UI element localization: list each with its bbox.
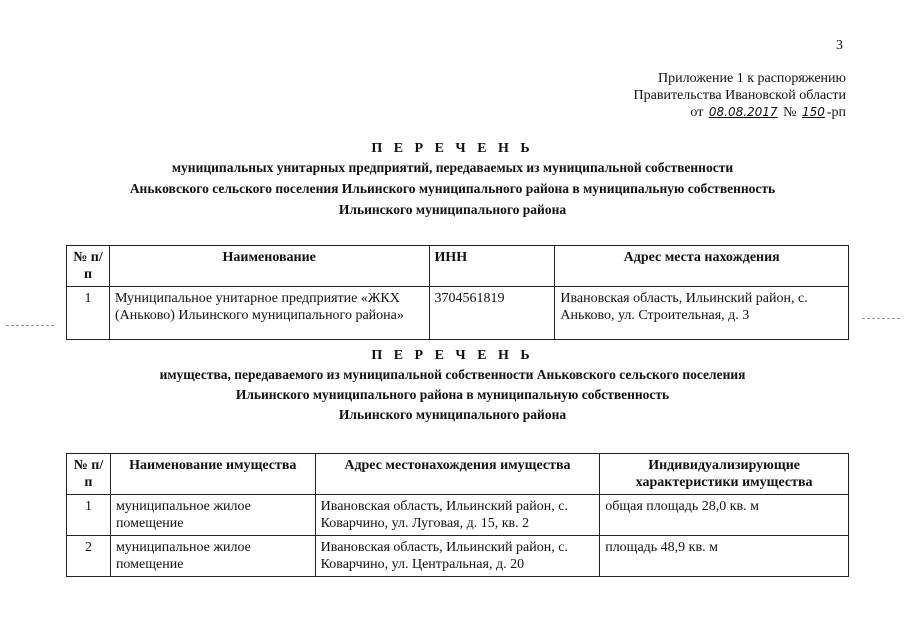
appendix-line-1: Приложение 1 к распоряжению bbox=[658, 71, 846, 86]
col-header-property-address: Адрес местонахождения имущества bbox=[315, 454, 600, 495]
table-header-row bbox=[67, 454, 849, 495]
list2-subtitle-line: имущества, передаваемого из муниципальной собственности Аньковского сельского поселения bbox=[159, 367, 746, 382]
col-header-address: Адрес места нахождения bbox=[555, 246, 849, 287]
cell-number: 1 bbox=[67, 287, 110, 340]
cell-characteristics: общая площадь 28,0 кв. м bbox=[600, 495, 849, 536]
cell-property-name: муниципальное жилое помещение bbox=[110, 536, 315, 577]
enterprises-table bbox=[66, 245, 849, 340]
list1-title: П Е Р Е Ч Е Н Ь bbox=[371, 141, 534, 156]
list1-subtitle-line: Ильинского муниципального района bbox=[338, 202, 567, 217]
appendix-date-line bbox=[560, 104, 846, 121]
col-header-property-name: Наименование имущества bbox=[110, 454, 315, 495]
col-header-inn: ИНН bbox=[429, 246, 555, 287]
appendix-suffix: -рп bbox=[826, 105, 846, 120]
list1-subtitle-line: Аньковского сельского поселения Ильинского муниципального района в муниципальную собственность bbox=[129, 181, 776, 196]
table-row bbox=[67, 495, 849, 536]
list1-subtitle bbox=[0, 157, 905, 220]
cell-property-address: Ивановская область, Ильинский район, с. Коварчино, ул. Луговая, д. 15, кв. 2 bbox=[315, 495, 600, 536]
cell-characteristics: площадь 48,9 кв. м bbox=[600, 536, 849, 577]
col-header-number: № п/п bbox=[67, 454, 111, 495]
appendix-date: 08.08.2017 bbox=[708, 105, 778, 119]
property-table bbox=[66, 453, 849, 577]
margin-mark-left bbox=[6, 325, 54, 326]
appendix-number-label: № bbox=[783, 105, 797, 120]
list2-subtitle-line: Ильинского муниципального района bbox=[338, 407, 567, 422]
table-header-row bbox=[67, 246, 849, 287]
cell-property-name: муниципальное жилое помещение bbox=[110, 495, 315, 536]
col-header-number: № п/п bbox=[67, 246, 110, 287]
table-row bbox=[67, 536, 849, 577]
list1-subtitle-line: муниципальных унитарных предприятий, передаваемых из муниципальной собственности bbox=[171, 160, 734, 175]
cell-name: Муниципальное унитарное предприятие «ЖКХ (Аньково) Ильинского муниципального района» bbox=[109, 287, 429, 340]
col-header-characteristics: Индивидуализирующие характеристики имущества bbox=[600, 454, 849, 495]
page-number: 3 bbox=[836, 38, 843, 53]
table-row bbox=[67, 287, 849, 340]
cell-address: Ивановская область, Ильинский район, с. Аньково, ул. Строительная, д. 3 bbox=[555, 287, 849, 340]
cell-property-address: Ивановская область, Ильинский район, с. Коварчино, ул. Центральная, д. 20 bbox=[315, 536, 600, 577]
cell-number: 1 bbox=[67, 495, 111, 536]
appendix-number: 150 bbox=[801, 105, 825, 119]
margin-mark-right bbox=[862, 318, 900, 319]
cell-number: 2 bbox=[67, 536, 111, 577]
cell-inn: 3704561819 bbox=[429, 287, 555, 340]
appendix-line-2: Правительства Ивановской области bbox=[633, 88, 846, 103]
col-header-name: Наименование bbox=[109, 246, 429, 287]
appendix-from-label: от bbox=[690, 105, 704, 120]
list2-subtitle-line: Ильинского муниципального района в муниципальную собственность bbox=[235, 387, 670, 402]
list2-subtitle bbox=[0, 365, 905, 425]
list2-title: П Е Р Е Ч Е Н Ь bbox=[371, 348, 534, 363]
appendix-block bbox=[560, 70, 846, 121]
